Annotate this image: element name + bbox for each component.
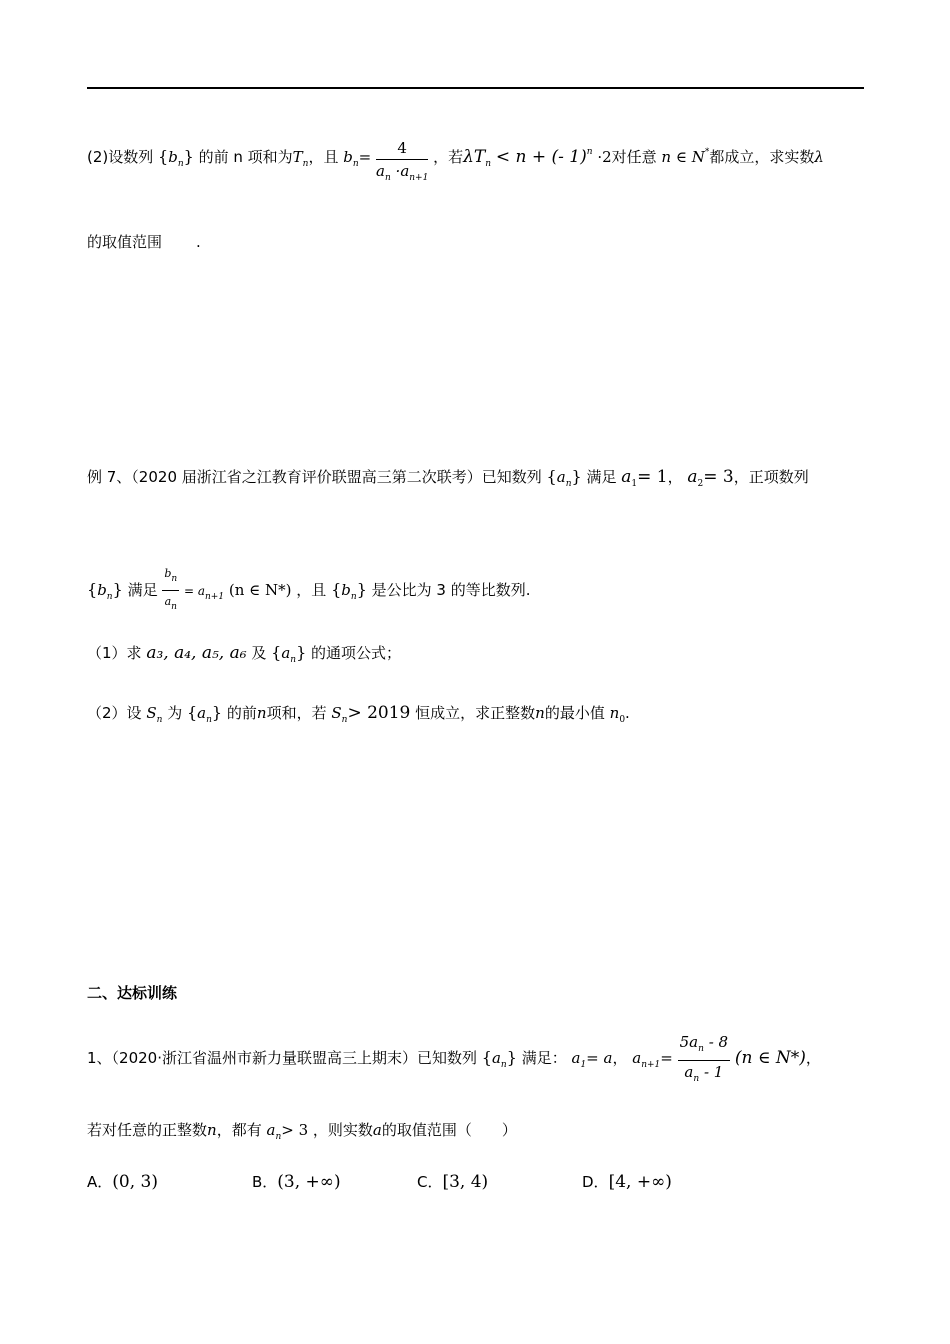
fraction (376, 138, 428, 188)
sub-n: n (500, 1060, 507, 1070)
sub-1: 1 (631, 479, 638, 489)
top-rule (87, 87, 864, 89)
power: n (586, 147, 593, 157)
brace: } (211, 703, 223, 722)
numerator: $b_n$ (162, 564, 179, 591)
sub-n: n (341, 715, 348, 725)
part-label: (2) (87, 148, 109, 166)
text: 的最小值 (544, 704, 605, 722)
text: 都成立，求实数 (709, 148, 815, 166)
terms: a₃, a₄, a₅, a₆ (146, 643, 247, 663)
lambda: λ (814, 148, 824, 166)
example7-line1 (87, 467, 809, 494)
brace: { (158, 147, 169, 166)
text: 恒成立，求正整数 (415, 704, 536, 722)
text: 的取值范围（ ） (381, 1121, 517, 1139)
sub-n: n (485, 159, 492, 169)
brace: } (571, 467, 582, 486)
brace: { (271, 643, 282, 662)
text: ， (805, 1049, 821, 1067)
a2-value: = 3 (703, 467, 734, 487)
math-a: a (556, 468, 566, 486)
fraction-bn-an (162, 564, 179, 617)
numerator: 4 (376, 138, 428, 160)
math-S: S (331, 704, 342, 722)
brace: { (87, 580, 98, 599)
denominator: $a_n \cdot a_{n+1}$ (376, 162, 429, 183)
times-two: ·2 (597, 148, 612, 166)
text: ，都有 (216, 1121, 262, 1139)
cond-eq: = a (183, 584, 206, 598)
a1-value: = 1 (637, 467, 668, 487)
sub-n: n (350, 592, 357, 602)
cond-domain: (n ∈ N*) (228, 581, 292, 599)
recurrence-fraction (678, 1032, 730, 1089)
brace: { (481, 1048, 492, 1067)
text: . (625, 704, 630, 722)
text: 满足： (521, 1049, 567, 1067)
text: 若对任意的正整数 (87, 1121, 208, 1139)
brace: } (356, 580, 367, 599)
equals: = (660, 1049, 673, 1067)
sub-2: 2 (697, 479, 704, 489)
q1-line1 (87, 1032, 821, 1089)
text: 设数列 (108, 148, 154, 166)
text: （1）求 (87, 644, 142, 662)
math-b: b (341, 581, 351, 599)
math-n: n (207, 1121, 217, 1139)
text: 为 (167, 704, 183, 722)
option-a[interactable] (87, 1172, 158, 1192)
brace: } (183, 147, 194, 166)
num-part2: - 8 (708, 1033, 729, 1051)
sub-n: n (290, 655, 297, 665)
denominator: $a_n - 1$ (684, 1063, 724, 1084)
math-a2: a (687, 467, 698, 487)
math-a: a (281, 644, 291, 662)
math-an: $a_n$ (266, 1121, 282, 1142)
math-n: n (535, 704, 545, 722)
option-value: [4, +∞) (608, 1172, 672, 1192)
option-d[interactable] (582, 1172, 672, 1192)
text: 的取值范围 (87, 233, 163, 251)
math-bn: $b_n$ (343, 148, 359, 169)
denominator: $a_n$ (164, 595, 177, 612)
inequality: < n + (- 1) (495, 147, 587, 167)
option-label: B． (252, 1173, 278, 1191)
sub-n: n (565, 479, 572, 489)
math-a1: $a_1$ (571, 1049, 587, 1070)
inequality: > 3 (281, 1121, 309, 1139)
star: * (704, 147, 710, 157)
example7-line2 (87, 564, 531, 617)
math-b: b (168, 148, 178, 166)
option-value: (3, +∞) (277, 1172, 341, 1192)
q1-line2 (87, 1120, 517, 1147)
sub-n: n (302, 159, 309, 169)
a1-eq: = a (586, 1049, 613, 1067)
brace: { (331, 580, 342, 599)
text: ，正项数列 (733, 468, 809, 486)
math-a1: a (621, 467, 632, 487)
text: 是公比为 3 的等比数列. (371, 581, 531, 599)
text: 满足 (127, 581, 158, 599)
text: ，且 (296, 581, 327, 599)
math-n: n (256, 704, 267, 722)
text: 的前 n 项和为 (198, 148, 293, 166)
example7-q1 (87, 643, 401, 670)
equals: = (358, 148, 372, 166)
option-value: (0, 3) (112, 1172, 158, 1192)
sub-n: n (177, 159, 184, 169)
math-a: a (491, 1049, 501, 1067)
option-b[interactable] (252, 1172, 341, 1192)
text: 满足 (586, 468, 617, 486)
math-a: a (372, 1121, 382, 1139)
sub-n: n (106, 592, 113, 602)
math-b: b (97, 581, 107, 599)
brace: } (112, 580, 123, 599)
den-part: - 1 (703, 1063, 724, 1081)
num-part: 5a (679, 1033, 699, 1051)
brace: } (506, 1048, 517, 1067)
sub-n: n (156, 715, 163, 725)
text: 例 7、（2020 届浙江省之江教育评价联盟高三第二次联考）已知数列 (87, 468, 542, 486)
part2-cont (87, 232, 201, 252)
math-n0: n (609, 704, 620, 722)
section-title: 二、达标训练 (87, 984, 178, 1002)
brace: } (296, 643, 307, 662)
text: （2）设 (87, 704, 142, 722)
math-a: a (197, 704, 207, 722)
text: . (196, 233, 201, 251)
numerator: $5a_n - 8$ (678, 1032, 730, 1061)
brace: { (186, 703, 198, 722)
math-an1: $a_{n+1}$ (632, 1049, 661, 1070)
text: ， (612, 1049, 628, 1067)
sub-n: n (206, 715, 212, 725)
option-c[interactable] (417, 1172, 488, 1192)
domain: n ∈ N (661, 148, 705, 166)
text: ，则实数 (312, 1121, 373, 1139)
domain: (n ∈ N*) (734, 1048, 806, 1068)
option-label: D． (582, 1173, 609, 1191)
text: 对任意 (611, 148, 657, 166)
sub-0: 0 (619, 715, 626, 725)
option-label: C． (417, 1173, 443, 1191)
part2-line (87, 138, 824, 188)
math-S: S (146, 704, 157, 722)
option-value: [3, 4) (442, 1172, 489, 1192)
text: ，若 (433, 148, 464, 166)
math-T: T (292, 148, 303, 166)
text: 的前 (226, 704, 257, 722)
option-label: A． (87, 1173, 113, 1191)
text: 1、（2020·浙江省温州市新力量联盟高三上期末）已知数列 (87, 1049, 477, 1067)
example7-q2 (87, 703, 630, 730)
brace: { (546, 467, 557, 486)
text: 项和，若 (266, 704, 327, 722)
text: 及 (251, 644, 267, 662)
lambda-T: λT (463, 147, 486, 167)
inequality: > 2019 (347, 703, 411, 723)
text: 的通项公式； (311, 644, 402, 662)
text: ， (667, 468, 683, 486)
text: ，且 (308, 148, 339, 166)
sub-n1: n+1 (205, 592, 225, 602)
